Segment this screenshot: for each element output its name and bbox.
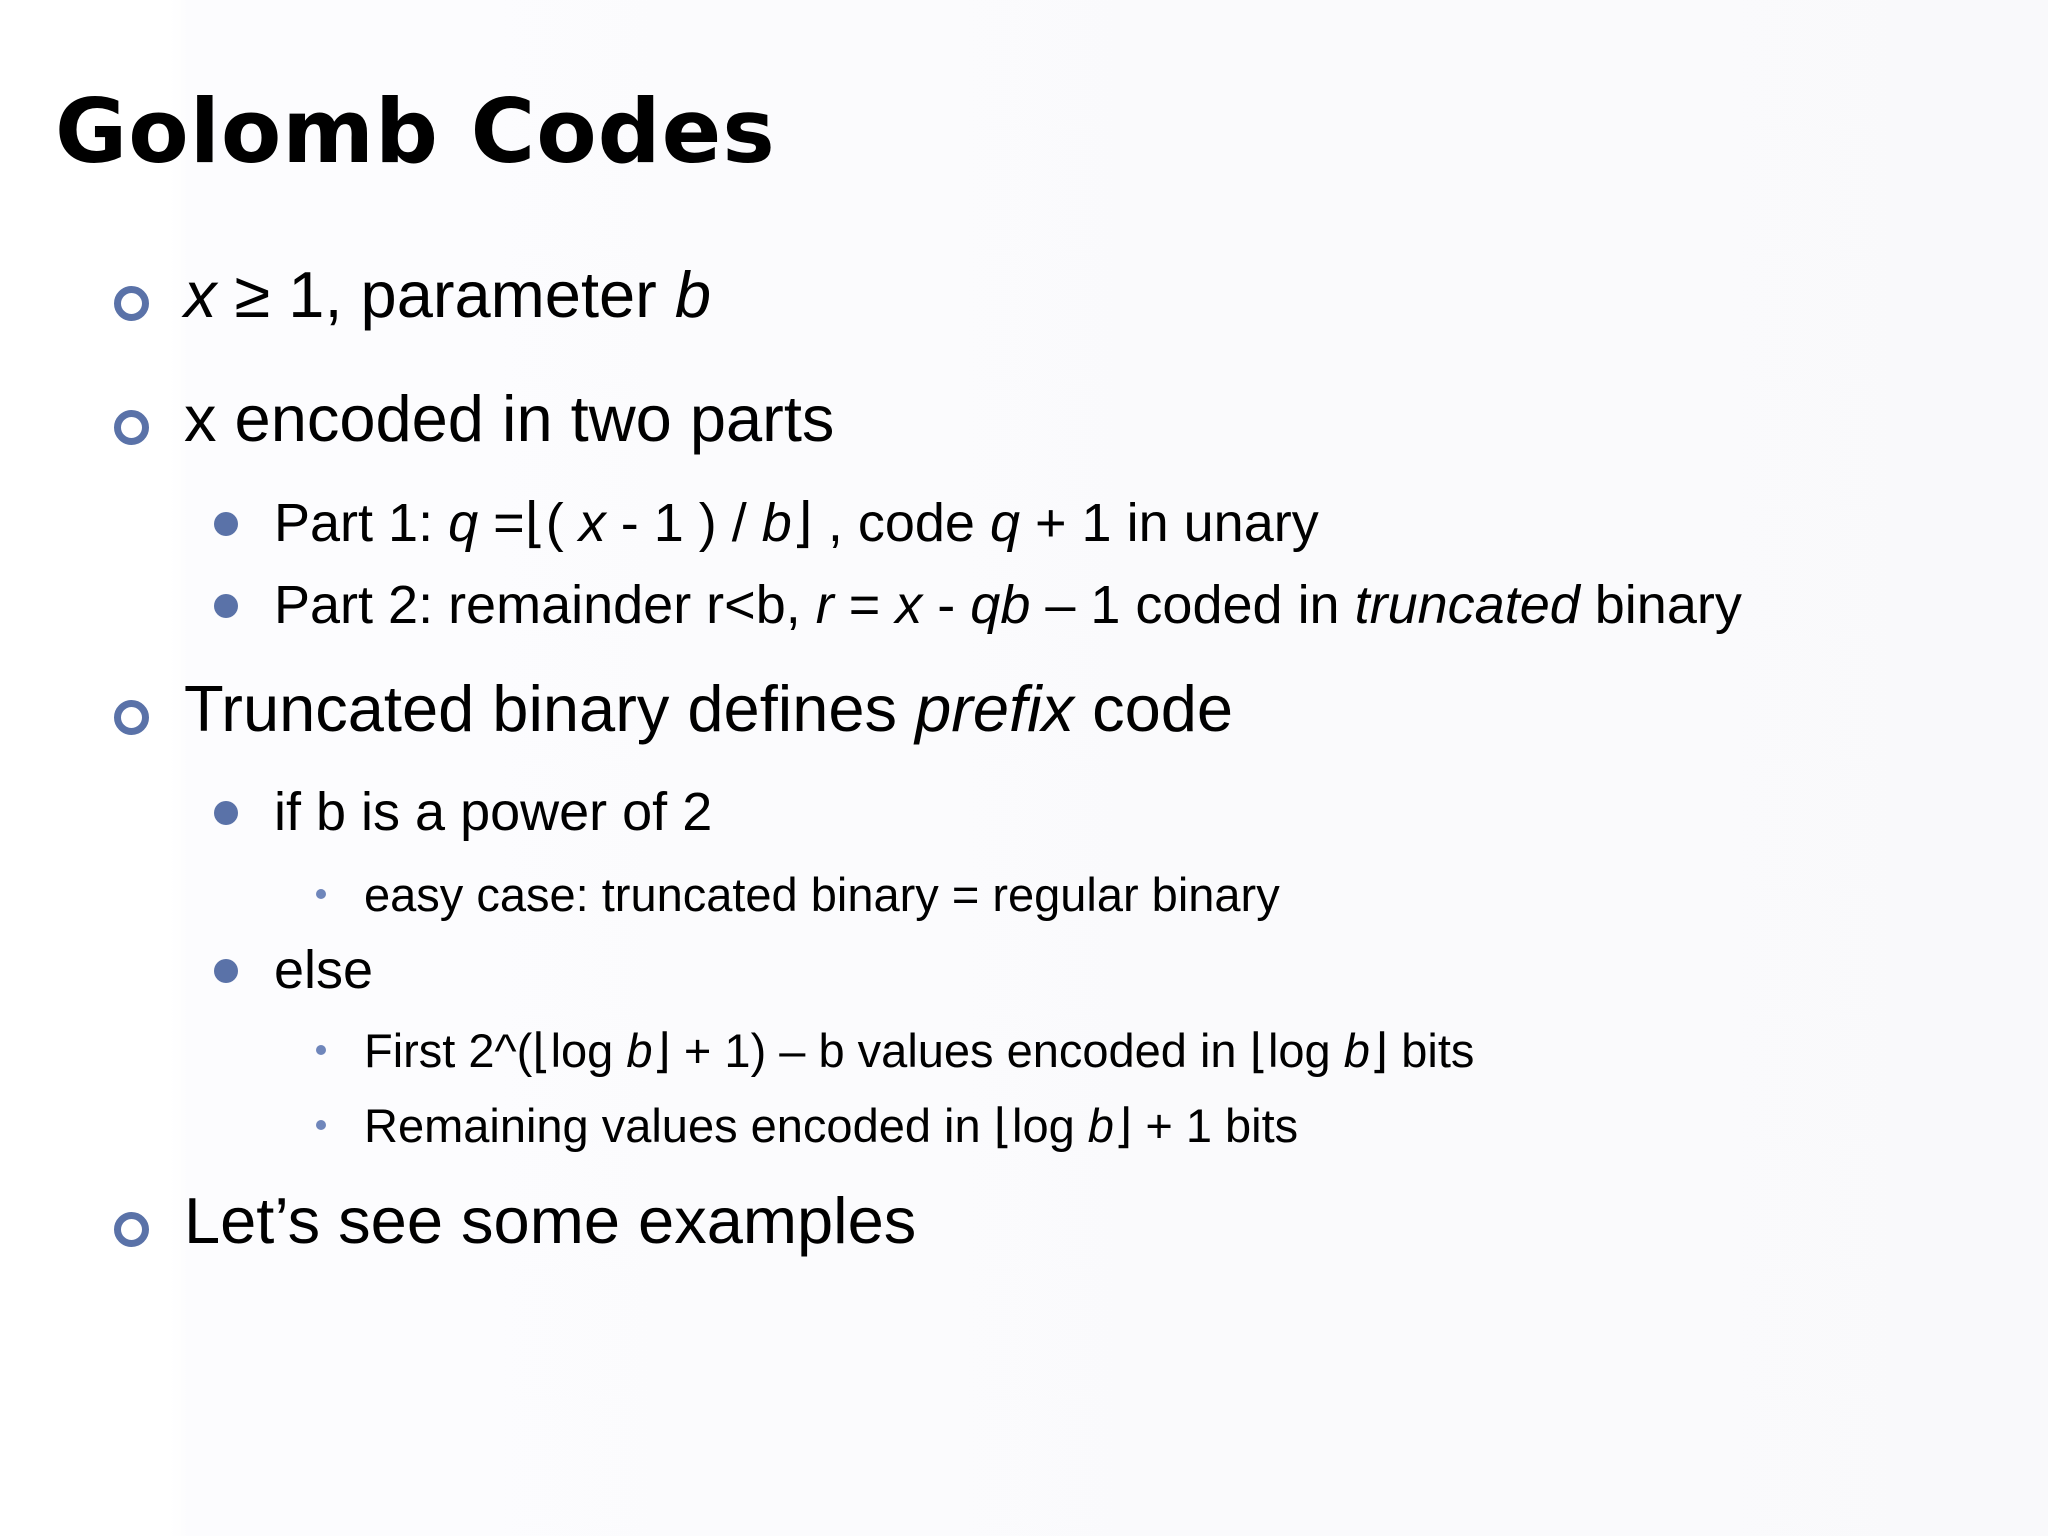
sub-bullet-power-of-2: if b is a power of 2 <box>274 782 713 842</box>
part1-label: Part 1: <box>274 493 449 553</box>
var-b: b <box>1343 1024 1370 1077</box>
part2-label: Part 2: remainder r<b, <box>274 575 816 635</box>
bullet-two-parts: x encoded in two parts <box>184 382 835 455</box>
var-q: q <box>448 493 479 553</box>
first-values-mid: ⌋ + 1) – b values encoded in ⌊log <box>652 1024 1344 1077</box>
var-x: x <box>895 575 923 635</box>
var-b: b <box>761 493 792 553</box>
subsub-bullet-easy-case: easy case: truncated binary = regular binary <box>364 868 1280 921</box>
first-values-post: ⌋ bits <box>1369 1024 1475 1077</box>
part2-tail: binary <box>1579 575 1742 635</box>
remaining-values-pre: Remaining values encoded in ⌊log <box>364 1099 1088 1152</box>
var-x: x <box>184 258 217 331</box>
var-b: b <box>1087 1099 1114 1152</box>
bullet-parameter <box>184 258 712 331</box>
filled-circle-bullet-icon <box>214 959 238 983</box>
part2-minus: - <box>922 575 971 635</box>
var-q: q <box>989 493 1021 553</box>
small-dot-bullet-icon <box>316 1045 326 1055</box>
part1-mid: - 1 ) / <box>605 493 762 553</box>
filled-circle-bullet-icon <box>214 512 238 536</box>
bullet-parameter-text: ≥ 1, parameter <box>216 258 675 331</box>
bullet-truncated-binary <box>184 672 1234 745</box>
part1-eq: =⌊( <box>478 493 579 553</box>
subsub-bullet-first-values <box>364 1024 1475 1077</box>
truncated-binary-pre: Truncated binary defines <box>184 672 916 745</box>
subsub-bullet-remaining-values <box>364 1099 1299 1152</box>
bullet-examples: Let’s see some examples <box>184 1184 917 1257</box>
word-truncated: truncated <box>1354 575 1580 635</box>
part2-mid: – 1 coded in <box>1030 575 1355 635</box>
var-x: x <box>578 493 606 553</box>
slide-title: Golomb Codes <box>55 80 776 183</box>
var-qb: qb <box>970 575 1031 635</box>
sub-bullet-part1 <box>274 493 1319 553</box>
filled-circle-bullet-icon <box>214 594 238 618</box>
hollow-circle-bullet-icon <box>114 1212 149 1247</box>
hollow-circle-bullet-icon <box>114 410 149 445</box>
sub-bullet-else: else <box>274 940 374 1000</box>
hollow-circle-bullet-icon <box>114 700 149 735</box>
truncated-binary-post: code <box>1074 672 1234 745</box>
var-b: b <box>674 258 712 331</box>
small-dot-bullet-icon <box>316 1120 326 1130</box>
part1-tail: + 1 in unary <box>1020 493 1319 553</box>
part1-end: ⌋ , code <box>791 493 990 553</box>
hollow-circle-bullet-icon <box>114 286 149 321</box>
var-b: b <box>626 1024 653 1077</box>
word-prefix: prefix <box>915 672 1075 745</box>
small-dot-bullet-icon <box>316 889 326 899</box>
var-r: r <box>815 575 834 635</box>
sub-bullet-part2 <box>274 575 1742 635</box>
part2-eq: = <box>833 575 896 635</box>
remaining-values-post: ⌋ + 1 bits <box>1113 1099 1299 1152</box>
filled-circle-bullet-icon <box>214 801 238 825</box>
first-values-pre: First 2^(⌊log <box>364 1024 627 1077</box>
